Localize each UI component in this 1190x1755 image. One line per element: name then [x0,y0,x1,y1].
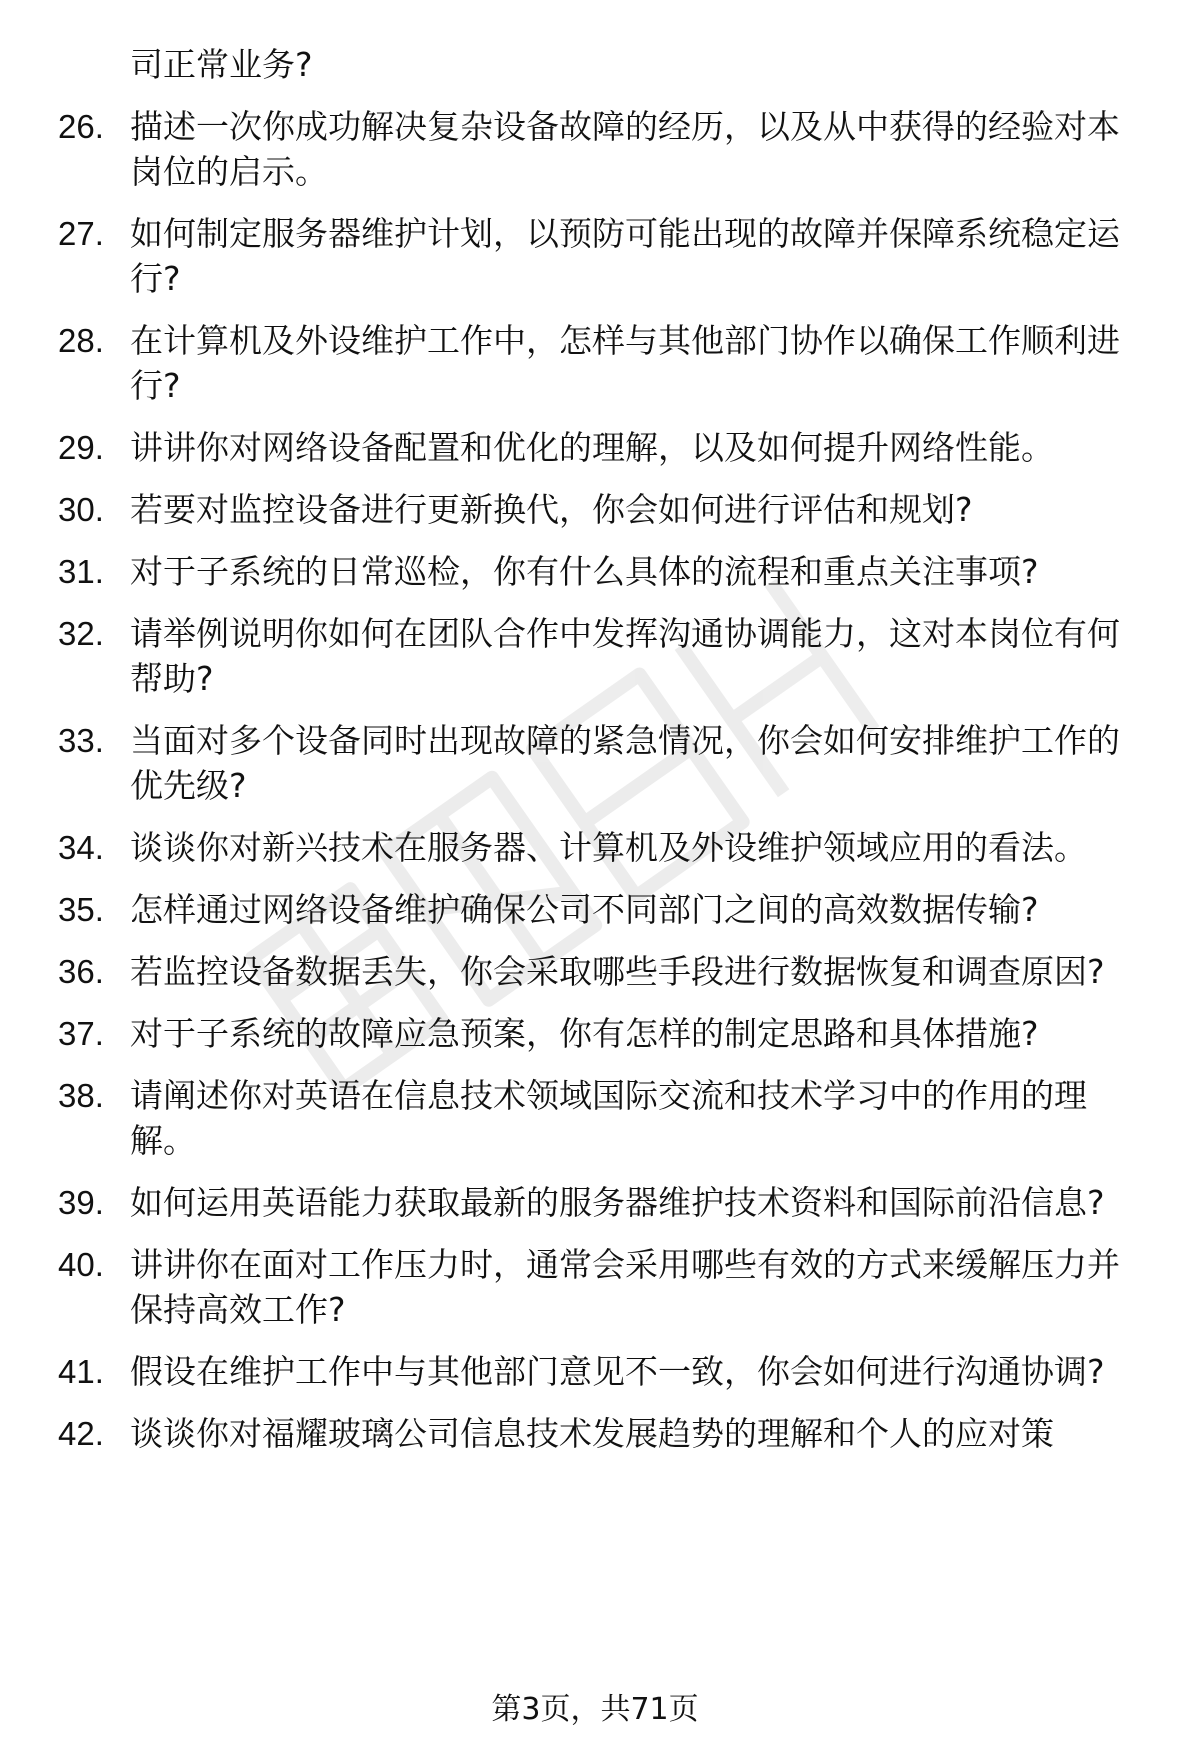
question-list [0,42,1190,1473]
question-number: 26. [58,108,104,145]
question-text: 谈谈你对新兴技术在服务器、计算机及外设维护领域应用的看法。 [130,828,1087,867]
list-item [0,425,1190,470]
list-item [0,825,1190,870]
question-text: 讲讲你对网络设备配置和优化的理解，以及如何提升网络性能。 [130,428,1054,467]
list-item [0,949,1190,994]
page-number-label: 第3页，共71页 [491,1692,699,1727]
list-item [0,1349,1190,1394]
list-item [0,1073,1190,1163]
question-text: 若要对监控设备进行更新换代，你会如何进行评估和规划? [130,490,973,529]
question-number: 37. [58,1015,104,1052]
continuation-item [0,42,1190,87]
question-text: 请阐述你对英语在信息技术领域国际交流和技术学习中的作用的理解。 [130,1076,1087,1160]
question-number: 28. [58,322,104,359]
question-text: 对于子系统的故障应急预案，你有怎样的制定思路和具体措施? [130,1014,1039,1053]
question-number: 40. [58,1246,104,1283]
list-item [0,718,1190,808]
list-item [0,1011,1190,1056]
question-number: 32. [58,615,104,652]
list-item [0,104,1190,194]
list-item [0,487,1190,532]
question-number: 36. [58,953,104,990]
question-text: 在计算机及外设维护工作中，怎样与其他部门协作以确保工作顺利进行? [130,321,1120,405]
list-item [0,549,1190,594]
question-text: 当面对多个设备同时出现故障的紧急情况，你会如何安排维护工作的优先级? [130,721,1120,805]
question-text: 怎样通过网络设备维护确保公司不同部门之间的高效数据传输? [130,890,1039,929]
question-number: 39. [58,1184,104,1221]
question-number: 38. [58,1077,104,1114]
list-item [0,611,1190,701]
question-number: 34. [58,829,104,866]
question-number: 35. [58,891,104,928]
question-number: 42. [58,1415,104,1452]
question-number: 30. [58,491,104,528]
question-text: 对于子系统的日常巡检，你有什么具体的流程和重点关注事项? [130,552,1039,591]
question-text: 讲讲你在面对工作压力时，通常会采用哪些有效的方式来缓解压力并保持高效工作? [130,1245,1120,1329]
list-item [0,1411,1190,1456]
list-item [0,887,1190,932]
page-footer [0,1690,1190,1730]
question-number: 29. [58,429,104,466]
question-text: 假设在维护工作中与其他部门意见不一致，你会如何进行沟通协调? [130,1352,1105,1391]
list-item [0,211,1190,301]
question-text: 若监控设备数据丢失，你会采取哪些手段进行数据恢复和调查原因? [130,952,1105,991]
question-number: 27. [58,215,104,252]
list-item [0,1242,1190,1332]
question-text: 谈谈你对福耀玻璃公司信息技术发展趋势的理解和个人的应对策 [130,1414,1054,1453]
list-item [0,318,1190,408]
question-text: 请举例说明你如何在团队合作中发挥沟通协调能力，这对本岗位有何帮助? [130,614,1120,698]
continuation-text: 司正常业务? [130,45,313,84]
question-number: 41. [58,1353,104,1390]
question-text: 描述一次你成功解决复杂设备故障的经历，以及从中获得的经验对本岗位的启示。 [130,107,1120,191]
list-item [0,1180,1190,1225]
question-text: 如何制定服务器维护计划，以预防可能出现的故障并保障系统稳定运行? [130,214,1120,298]
question-text: 如何运用英语能力获取最新的服务器维护技术资料和国际前沿信息? [130,1183,1105,1222]
question-number: 33. [58,722,104,759]
question-number: 31. [58,553,104,590]
